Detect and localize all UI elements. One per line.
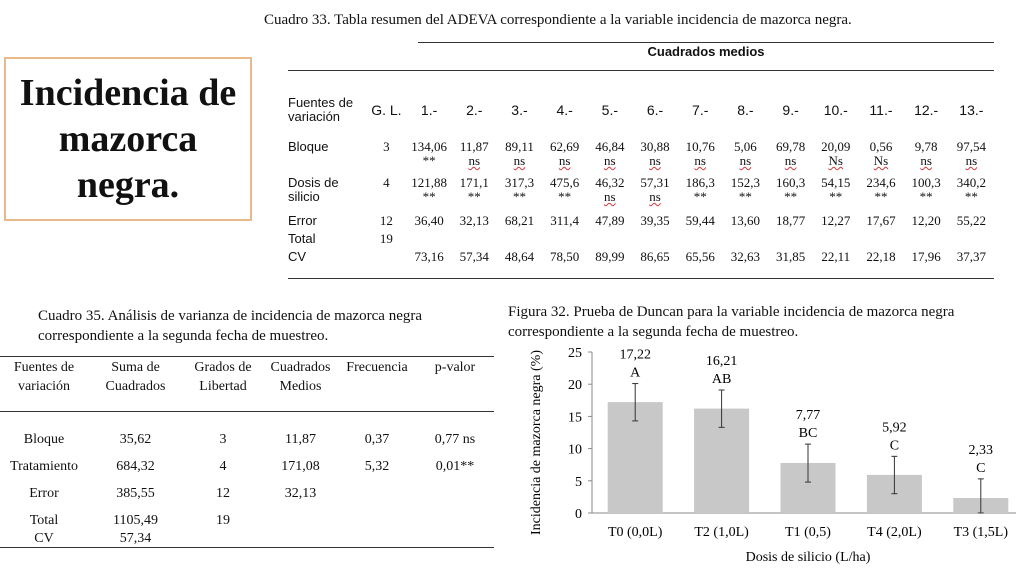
t33-value: 97,54 xyxy=(956,139,986,154)
slide-title: Incidencia de mazorca negra. xyxy=(19,72,237,206)
t35-header-cell: Grados de Libertad xyxy=(194,360,252,394)
y-tick-label: 25 xyxy=(568,346,582,361)
t35-cell xyxy=(183,529,263,547)
t35-header-cell: Frecuencia xyxy=(346,360,408,375)
t33-value-cell xyxy=(904,250,949,268)
table35 xyxy=(0,356,494,547)
t33-value-cell xyxy=(632,140,677,176)
t33-value: 30,88 xyxy=(640,139,670,154)
t33-value: 186,3 xyxy=(685,175,715,190)
t33-value: 10,76 xyxy=(685,139,715,154)
t33-value: 0,56 xyxy=(869,139,893,154)
t35-row xyxy=(0,412,494,448)
t35-header-cell: Cuadrados Medios xyxy=(270,360,331,394)
t33-value-cell xyxy=(678,214,723,232)
table33-group-header: Cuadrados medios xyxy=(647,44,765,59)
t33-value-cell xyxy=(768,176,813,214)
t33-value-cell xyxy=(406,250,451,268)
t33-value-cell xyxy=(632,232,677,250)
t33-header-cell: 3.- xyxy=(511,102,528,118)
t35-cell xyxy=(416,475,494,502)
t33-value-cell xyxy=(406,176,451,214)
t35-cell: Tratamiento xyxy=(10,459,78,474)
t33-value-cell xyxy=(406,214,451,232)
t33-header-cell: 6.- xyxy=(646,102,664,118)
data-label: 5,92 xyxy=(882,420,907,436)
t35-cell: 32,13 xyxy=(284,486,317,501)
t33-value: 311,4 xyxy=(550,213,580,228)
x-tick-label: T1 (0,5) xyxy=(785,525,831,540)
t33-value-cell xyxy=(632,214,677,232)
t35-cell: 0,37 xyxy=(364,432,390,447)
data-label: 16,21 xyxy=(705,353,738,369)
t33-value-cell xyxy=(497,250,542,268)
t33-value-cell xyxy=(858,214,903,232)
t33-header-cell: 13.- xyxy=(959,102,984,118)
t35-cell: Error xyxy=(29,486,59,501)
t33-header-cell: 9.- xyxy=(782,102,799,118)
t33-significance: ns xyxy=(649,189,661,204)
t33-value: 46,32 xyxy=(595,175,625,190)
t33-significance: ** xyxy=(422,189,436,204)
t33-value: 65,56 xyxy=(685,249,715,264)
t33-value: 57,31 xyxy=(640,175,670,190)
t33-header-cell: Fuentes de variación xyxy=(288,95,354,124)
t33-value: 78,50 xyxy=(550,249,580,264)
data-label: 2,33 xyxy=(968,442,994,458)
t33-value: 9,78 xyxy=(914,139,938,154)
t33-value: 100,3 xyxy=(911,175,941,190)
t33-significance: ns xyxy=(604,153,616,168)
t33-significance: ** xyxy=(874,189,888,204)
t33-value: 475,6 xyxy=(550,175,580,190)
t35-cell xyxy=(416,529,494,547)
t33-value-cell xyxy=(813,176,858,214)
t33-value: 5,06 xyxy=(734,139,757,154)
duncan-group-label: C xyxy=(976,460,986,476)
y-tick-label: 15 xyxy=(568,410,582,426)
t35-cell: 19 xyxy=(216,513,230,528)
t33-header-cell: 12.- xyxy=(914,102,939,118)
t33-source-cell: Dosis de silicio xyxy=(288,175,339,204)
t33-value: 340,2 xyxy=(956,175,986,190)
t33-value: 31,85 xyxy=(775,249,806,264)
t33-value: 32,63 xyxy=(730,249,761,264)
t35-cell: 35,62 xyxy=(119,432,152,447)
data-label: 7,77 xyxy=(795,408,821,424)
t33-value-cell xyxy=(587,176,632,214)
t35-cell xyxy=(338,529,416,547)
t33-row xyxy=(288,176,994,214)
x-tick-label: T0 (0,0L) xyxy=(607,525,663,540)
slide-title-box xyxy=(4,57,252,221)
t33-header-cell: 7.- xyxy=(692,102,709,118)
t33-significance: ** xyxy=(512,189,526,204)
t33-value-cell xyxy=(452,176,497,214)
table33-caption: Cuadro 33. Tabla resumen del ADEVA correspondiente a la variable incidencia de mazorca negra. xyxy=(264,12,852,28)
t33-value: 317,3 xyxy=(504,175,535,190)
t33-value: 62,69 xyxy=(550,139,580,154)
t35-cell: 4 xyxy=(219,459,227,474)
t33-value-cell xyxy=(813,214,858,232)
t33-significance: ** xyxy=(693,189,707,204)
t33-value-cell xyxy=(497,232,542,250)
t33-value-cell xyxy=(587,250,632,268)
t33-gl-cell: 19 xyxy=(379,231,393,246)
y-tick-label: 10 xyxy=(568,442,582,458)
t33-source-cell: Error xyxy=(288,213,317,228)
t33-value-cell xyxy=(904,232,949,250)
t35-cell xyxy=(416,502,494,529)
x-tick-label: T4 (2,0L) xyxy=(867,525,922,540)
t33-value-cell xyxy=(858,250,903,268)
t33-value: 73,16 xyxy=(414,249,444,264)
t33-value: 18,77 xyxy=(775,213,806,228)
t35-cell: Bloque xyxy=(23,432,65,447)
t33-value: 121,88 xyxy=(411,175,447,190)
y-axis-title: Incidencia de mazorca negra (%) xyxy=(529,350,544,535)
t33-value-cell xyxy=(497,176,542,214)
t33-significance: ns xyxy=(739,153,752,168)
t33-value-cell xyxy=(904,214,949,232)
t33-gl-cell: 12 xyxy=(379,213,393,228)
t33-value: 152,3 xyxy=(730,175,761,190)
duncan-group-label: AB xyxy=(711,371,732,387)
t33-source-cell: Bloque xyxy=(288,139,329,154)
duncan-group-label: A xyxy=(630,365,641,381)
t33-value: 13,60 xyxy=(730,213,761,228)
t33-value-cell xyxy=(542,214,587,232)
t35-cell: 385,55 xyxy=(116,486,155,501)
t33-value-cell xyxy=(632,176,677,214)
t33-value-cell xyxy=(723,250,768,268)
t33-significance: ns xyxy=(604,189,616,204)
t33-significance: ** xyxy=(467,189,481,204)
t35-cell xyxy=(263,502,338,529)
t33-value-cell xyxy=(542,232,587,250)
t35-cell xyxy=(338,502,416,529)
t33-header-cell: 2.- xyxy=(466,102,483,118)
t33-value-cell xyxy=(452,140,497,176)
t33-significance: ** xyxy=(738,189,752,204)
t33-value-cell xyxy=(768,250,813,268)
t33-significance: ns xyxy=(468,153,481,168)
t33-value-cell xyxy=(768,140,813,176)
t33-value-cell xyxy=(949,140,994,176)
t33-value: 20,09 xyxy=(821,139,851,154)
t33-value: 17,67 xyxy=(866,213,896,228)
t33-value: 160,3 xyxy=(775,175,806,190)
t33-row xyxy=(288,214,994,232)
t33-value-cell xyxy=(949,176,994,214)
t33-significance: ns xyxy=(649,153,661,168)
t33-row xyxy=(288,140,994,176)
x-tick-label: T2 (1,0L) xyxy=(694,525,749,540)
t33-value: 234,6 xyxy=(866,175,896,190)
t35-cell xyxy=(338,475,416,502)
t35-cell: 11,87 xyxy=(285,432,316,447)
t33-value: 46,84 xyxy=(595,139,625,154)
t35-cell: 57,34 xyxy=(119,531,152,546)
t33-value-cell xyxy=(813,140,858,176)
t33-header-row xyxy=(288,80,994,140)
t33-value: 12,27 xyxy=(821,213,851,228)
t33-value-cell xyxy=(949,250,994,268)
t33-header-cell: 10.- xyxy=(823,102,848,118)
t33-row xyxy=(288,232,994,250)
t35-row xyxy=(0,502,494,529)
duncan-group-label: BC xyxy=(798,426,818,442)
t33-value-cell xyxy=(904,140,949,176)
t35-cell: 171,08 xyxy=(281,459,320,474)
t33-value-cell xyxy=(542,176,587,214)
t33-value: 39,35 xyxy=(640,213,670,228)
t33-gl-cell: 3 xyxy=(383,139,390,154)
t35-row xyxy=(0,448,494,475)
t33-significance: ns xyxy=(920,153,932,168)
t33-significance: Ns xyxy=(873,153,889,168)
t33-value: 89,11 xyxy=(505,139,534,154)
t33-value-cell xyxy=(858,232,903,250)
t33-source-cell: CV xyxy=(288,249,307,264)
t33-significance: ns xyxy=(784,153,797,168)
t33-header-cell: 11.- xyxy=(869,102,893,118)
t33-value: 59,44 xyxy=(685,213,715,228)
t33-value-cell xyxy=(768,232,813,250)
t35-row xyxy=(0,475,494,502)
t33-value-cell xyxy=(678,176,723,214)
t33-value-cell xyxy=(678,232,723,250)
t33-value: 17,96 xyxy=(911,249,941,264)
table35-caption: Cuadro 35. Análisis de varianza de incidencia de mazorca negra correspondiente a la segunda fecha de muestreo. xyxy=(38,308,423,344)
t33-significance: ** xyxy=(558,189,572,204)
t33-significance: ns xyxy=(558,153,571,168)
t33-value-cell xyxy=(768,214,813,232)
t33-value-cell xyxy=(497,140,542,176)
t33-significance: ns xyxy=(694,153,706,168)
t33-significance: ns xyxy=(965,153,978,168)
t35-row xyxy=(0,529,494,547)
t33-header-cell: G. L. xyxy=(371,102,402,118)
t33-significance: ns xyxy=(513,153,526,168)
t33-source-cell: Total xyxy=(288,231,316,246)
t33-value: 32,13 xyxy=(459,213,489,228)
t33-value-cell xyxy=(858,140,903,176)
t33-value: 22,18 xyxy=(866,249,896,264)
t33-value-cell xyxy=(497,214,542,232)
t35-header-cell: p-valor xyxy=(434,360,476,375)
data-label: 17,22 xyxy=(619,347,651,363)
t33-value-cell xyxy=(723,214,768,232)
duncan-group-label: C xyxy=(889,438,900,454)
t33-value-cell xyxy=(406,232,451,250)
t33-significance: ** xyxy=(784,189,798,204)
t33-value: 171,1 xyxy=(459,175,489,190)
t33-gl-cell: 4 xyxy=(383,175,390,190)
t33-value-cell xyxy=(452,214,497,232)
t33-value-cell xyxy=(587,140,632,176)
t33-header-cell: 5.- xyxy=(601,102,618,118)
t33-value-cell xyxy=(949,232,994,250)
t33-value-cell xyxy=(452,232,497,250)
t35-cell: 12 xyxy=(216,486,230,501)
t33-significance: ** xyxy=(964,189,978,204)
t33-row xyxy=(288,250,994,268)
t33-value-cell xyxy=(452,250,497,268)
t33-value: 86,65 xyxy=(640,249,670,264)
t33-value-cell xyxy=(587,214,632,232)
t33-value: 12,20 xyxy=(911,213,941,228)
x-axis-title: Dosis de silicio (L/ha) xyxy=(745,550,871,565)
t35-header-row xyxy=(0,356,494,412)
t33-header-cell: 4.- xyxy=(556,102,573,118)
t33-value: 22,11 xyxy=(821,249,851,264)
t33-value: 37,37 xyxy=(956,249,986,264)
t33-significance: Ns xyxy=(828,153,843,168)
t33-value: 54,15 xyxy=(821,175,851,190)
t35-header-cell: Suma de Cuadrados xyxy=(105,360,166,394)
t33-value: 57,34 xyxy=(459,249,489,264)
t35-header-cell: Fuentes de variación xyxy=(13,360,75,394)
t33-significance: ** xyxy=(422,153,436,168)
t33-value: 36,40 xyxy=(414,213,444,228)
t35-cell xyxy=(263,529,338,547)
y-tick-label: 0 xyxy=(575,507,582,522)
x-tick-label: T3 (1,5L) xyxy=(953,525,1009,540)
t33-value-cell xyxy=(406,140,451,176)
y-tick-label: 5 xyxy=(575,474,582,490)
y-tick-label: 20 xyxy=(568,378,582,394)
t33-gl-cell xyxy=(366,250,406,268)
t33-value-cell xyxy=(542,250,587,268)
t35-cell: 0,77 ns xyxy=(434,432,476,447)
t33-value: 48,64 xyxy=(504,249,535,264)
t33-value: 69,78 xyxy=(775,139,806,154)
duncan-bar-chart xyxy=(508,336,1024,576)
t33-value-cell xyxy=(813,250,858,268)
t33-value-cell xyxy=(723,232,768,250)
t35-cell: CV xyxy=(34,531,54,546)
t33-value-cell xyxy=(632,250,677,268)
t33-value-cell xyxy=(542,140,587,176)
t33-value-cell xyxy=(723,140,768,176)
t33-value: 68,21 xyxy=(504,213,535,228)
t35-cell: 1105,49 xyxy=(113,513,158,528)
t33-value: 89,99 xyxy=(595,249,625,264)
t33-value-cell xyxy=(678,140,723,176)
figure32-caption: Figura 32. Prueba de Duncan para la variable incidencia de mazorca negra correspondiente a la segunda fecha de muestreo. xyxy=(508,304,955,340)
t33-header-cell: 1.- xyxy=(420,102,438,118)
t33-value-cell xyxy=(813,232,858,250)
t33-value-cell xyxy=(904,176,949,214)
t35-cell: 3 xyxy=(219,432,227,447)
t33-value-cell xyxy=(858,176,903,214)
t33-value-cell xyxy=(723,176,768,214)
t35-cell: Total xyxy=(29,513,59,528)
t33-value-cell xyxy=(587,232,632,250)
t35-cell: 5,32 xyxy=(364,459,390,474)
t33-significance: ** xyxy=(829,189,843,204)
t33-value-cell xyxy=(949,214,994,232)
t33-significance: ** xyxy=(919,189,933,204)
table33 xyxy=(288,40,994,280)
t35-cell: 0,01** xyxy=(435,459,475,474)
t33-value: 47,89 xyxy=(595,213,625,228)
t33-value: 11,87 xyxy=(459,139,489,154)
t33-value: 55,22 xyxy=(956,213,986,228)
t33-header-cell: 8.- xyxy=(737,102,754,118)
t33-value: 134,06 xyxy=(411,139,447,154)
t33-value-cell xyxy=(678,250,723,268)
t35-cell: 684,32 xyxy=(116,459,155,474)
